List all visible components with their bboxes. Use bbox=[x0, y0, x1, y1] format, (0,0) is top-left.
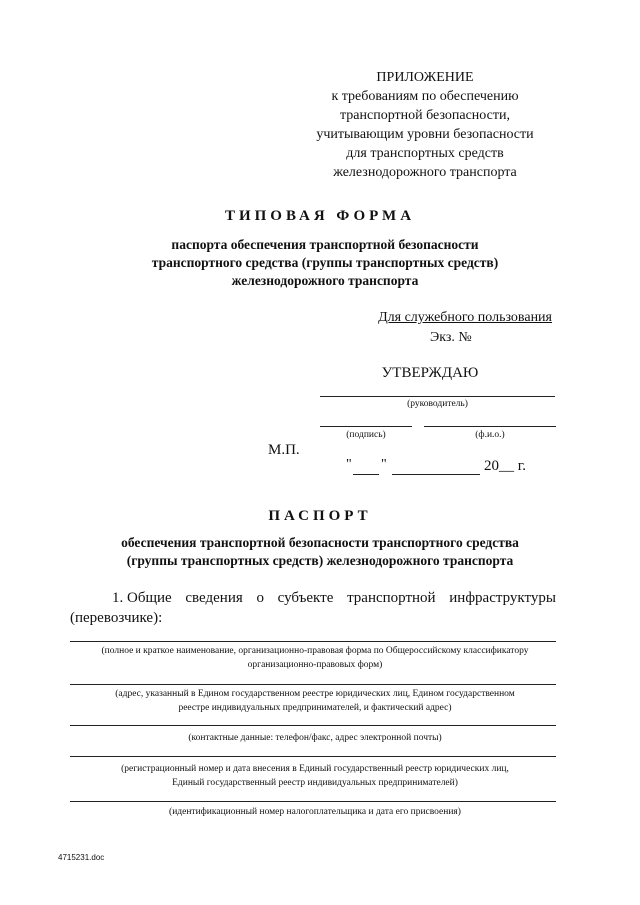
dsp-marking: Для служебного пользования bbox=[378, 310, 552, 325]
head-signature-line bbox=[320, 396, 555, 397]
hint-line: (контактные данные: телефон/факс, адрес электронной почты) bbox=[188, 733, 442, 743]
fill-line-contacts bbox=[70, 725, 556, 726]
fill-line-name bbox=[70, 641, 556, 642]
appendix-heading: ПРИЛОЖЕНИЕ bbox=[376, 70, 474, 85]
appendix-line: железнодорожного транспорта bbox=[333, 165, 517, 180]
passport-subtitle-line: обеспечения транспортной безопасности транспортного средства bbox=[121, 535, 519, 550]
hint-line: (адрес, указанный в Едином государственном реестре юридических лиц, Едином государственном bbox=[115, 689, 515, 699]
form-subtitle-line: железнодорожного транспорта bbox=[231, 273, 419, 288]
hint-address bbox=[70, 687, 560, 715]
hint-line: (идентификационный номер налогоплательщика и дата его присвоения) bbox=[169, 807, 461, 817]
form-subtitle-line: транспортного средства (группы транспортных средств) bbox=[151, 255, 499, 270]
name-line bbox=[424, 426, 556, 427]
passport-subtitle-line: (группы транспортных средств) железнодорожного транспорта bbox=[126, 553, 514, 568]
approval-heading: УТВЕРЖДАЮ bbox=[381, 365, 479, 381]
passport-title: ПАСПОРТ bbox=[268, 508, 372, 524]
section-1-word: сведения bbox=[185, 590, 243, 606]
fill-line-inn bbox=[70, 801, 556, 802]
section-1-heading bbox=[70, 588, 556, 628]
form-subtitle bbox=[80, 236, 570, 290]
date-quote-open: " bbox=[346, 457, 352, 472]
signature-line bbox=[320, 426, 412, 427]
hint-line: Единый государственный реестр индивидуальных предпринимателей) bbox=[172, 778, 458, 788]
hint-contacts bbox=[70, 731, 560, 745]
section-1-word: инфраструктуры bbox=[449, 590, 556, 606]
fill-line-registration bbox=[70, 756, 556, 757]
appendix-block bbox=[290, 68, 560, 182]
name-caption: (ф.и.о.) bbox=[475, 430, 505, 440]
section-1-word: о bbox=[256, 590, 264, 606]
hint-name bbox=[70, 644, 560, 672]
hint-inn bbox=[70, 805, 560, 819]
head-caption: (руководитель) bbox=[407, 399, 468, 409]
appendix-line: для транспортных средств bbox=[346, 146, 504, 161]
copy-number: Экз. № bbox=[430, 330, 472, 345]
section-1-word: транспортной bbox=[347, 590, 436, 606]
section-1-word: 1. Общие bbox=[112, 590, 172, 606]
form-subtitle-line: паспорта обеспечения транспортной безопасности bbox=[171, 237, 479, 252]
fill-line-address bbox=[70, 684, 556, 685]
appendix-line: транспортной безопасности, bbox=[340, 108, 510, 123]
passport-subtitle bbox=[70, 534, 570, 570]
form-title: ТИПОВАЯ ФОРМА bbox=[224, 208, 416, 224]
file-name: 4715231.doc bbox=[58, 853, 105, 862]
hint-line: организационно-правовых форм) bbox=[247, 660, 383, 670]
date-day-line bbox=[353, 474, 379, 475]
date-year: 20__ г. bbox=[484, 458, 526, 474]
appendix-line: к требованиям по обеспечению bbox=[331, 89, 519, 104]
section-1-word: субъекте bbox=[277, 590, 334, 606]
hint-line: реестре индивидуальных предпринимателей, и фактический адрес) bbox=[178, 703, 452, 713]
date-month-line bbox=[392, 474, 480, 475]
hint-line: (регистрационный номер и дата внесения в Единый государственный реестр юридических лиц, bbox=[121, 764, 509, 774]
stamp-place: М.П. bbox=[268, 442, 300, 458]
signature-caption: (подпись) bbox=[346, 430, 386, 440]
date-quote-close: " bbox=[381, 457, 387, 472]
hint-line: (полное и краткое наименование, организационно-правовая форма по Общероссийскому классификатору bbox=[101, 646, 529, 656]
hint-registration bbox=[70, 762, 560, 790]
appendix-line: учитывающим уровни безопасности bbox=[316, 127, 534, 142]
section-1-line2: (перевозчике): bbox=[70, 610, 163, 626]
